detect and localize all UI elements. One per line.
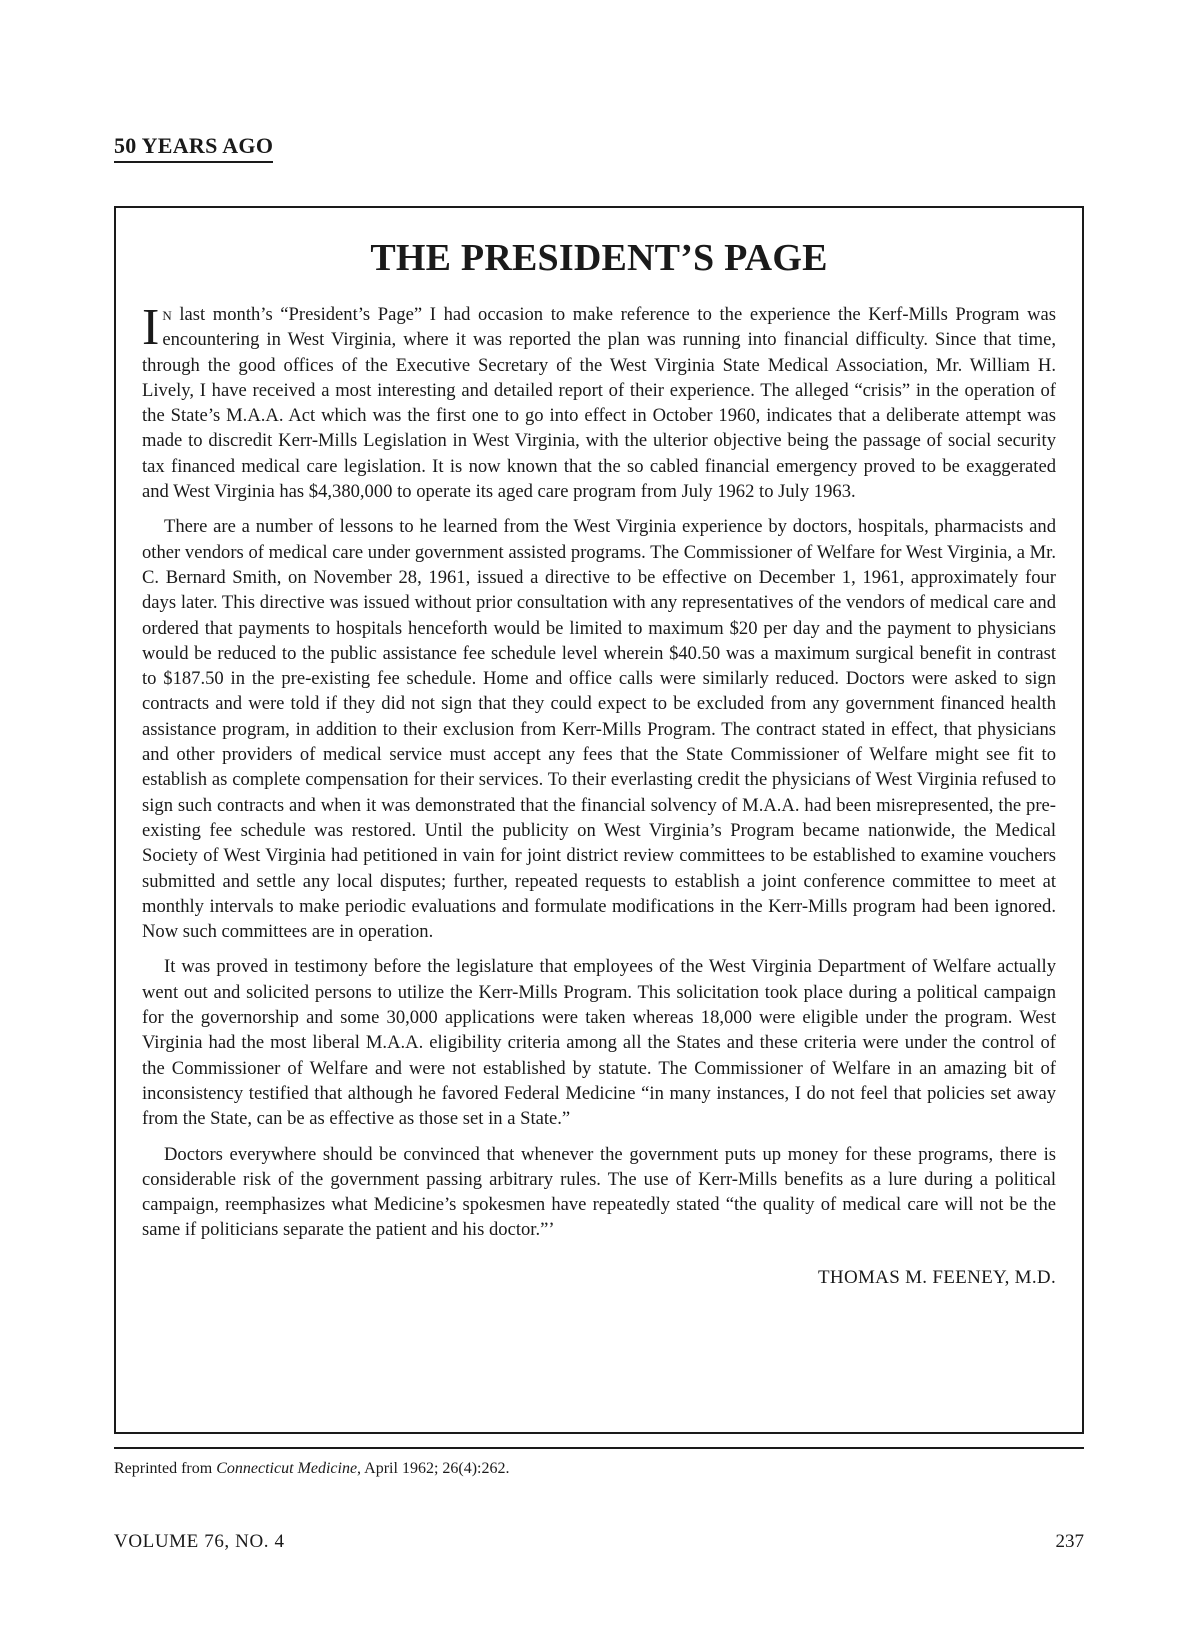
footer-page-number: 237 — [1055, 1531, 1084, 1552]
paragraph-1-text: last month’s “President’s Page” I had occasion to make reference to the experience the Kerf-Mills Program was encountering in West Virginia, where it was reported the plan was running into financial difficulty. Since that time, through the good offices of the Executive Secretary of the West Virginia State Medical Association, Mr. William H. Lively, I have received a most interesting and detailed report of their experience. The alleged “crisis” in the operation of the State’s M.A.A. Act which was the first one to go into effect in October 1960, indicates that a deliberate attempt was made to discredit Kerr-Mills Legislation in West Virginia, with the ulterior objective being the passage of social security tax financed medical care legislation. It is now known that the so cabled financial emergency proved to be exaggerated and West Virginia has $4,380,000 to operate its aged care program from July 1962 to July 1963. — [142, 304, 1056, 503]
reprint-citation: , April 1962; 26(4):262. — [357, 1460, 510, 1477]
divider-rule — [114, 1447, 1084, 1449]
article-box — [114, 206, 1084, 1434]
reprint-journal: Connecticut Medicine — [216, 1460, 358, 1477]
paragraph-2: There are a number of lessons to he learned from the West Virginia experience by doctors, hospitals, pharmacists and other vendors of medical care under government assisted programs. The Commissioner of Welfare for West Virginia, a Mr. C. Bernard Smith, on November 28, 1961, issued a directive to be effective on December 1, 1961, approximately four days later. This directive was issued without prior consultation with any representatives of the vendors of medical care and ordered that payments to hospitals henceforth would be limited to maximum $20 per day and the payment to physicians would be reduced to the public assistance fee schedule level wherein $40.50 was a maximum surgical benefit in contrast to $187.50 in the pre-existing fee schedule. Home and office calls were similarly reduced. Doctors were asked to sign contracts and were told if they did not sign that they could expect to be excluded from any government financed health assistance program, in addition to their exclusion from Kerr-Mills Program. The contract stated in effect, that physicians and other providers of medical service must accept any fees that the State Commissioner of Welfare might see fit to establish as complete compensation for their services. To their everlasting credit the physicians of West Virginia refused to sign such contracts and when it was demonstrated that the financial solvency of M.A.A. had been misrepresented, the pre-existing fee schedule was restored. Until the publicity on West Virginia’s Program became nationwide, the Medical Society of West Virginia had petitioned in vain for joint district review committees to be established to examine vouchers submitted and settle any local disputes; further, repeated requests to establish a joint conference committee to meet at monthly intervals to make periodic evaluations and formulate modifications in the Kerr-Mills program had been ignored. Now such committees are in operation. — [142, 516, 1056, 943]
article-title: THE PRESIDENT’S PAGE — [370, 237, 828, 279]
signature: THOMAS M. FEENEY, M.D. — [818, 1266, 1056, 1288]
footer-volume: VOLUME 76, NO. 4 — [114, 1531, 285, 1552]
section-label: 50 YEARS AGO — [114, 133, 273, 163]
paragraph-1 — [142, 299, 1056, 504]
paragraph-4: Doctors everywhere should be convinced that whenever the government puts up money for these programs, there is considerable risk of the government passing arbitrary rules. The use of Kerr-Mills benefits as a lure during a political campaign, reemphasizes what Medicine’s spokesmen have repeatedly stated “the quality of medical care will not be the same if politicians separate the patient and his doctor.”’ — [142, 1143, 1056, 1241]
reprint-prefix: Reprinted from — [114, 1460, 217, 1477]
reprint-note — [114, 1460, 509, 1478]
first-word-rest: n — [162, 304, 172, 325]
drop-cap: I — [142, 299, 160, 356]
paragraph-3: It was proved in testimony before the legislature that employees of the West Virginia Department of Welfare actually went out and solicited persons to utilize the Kerr-Mills Program. This solicitation took place during a political campaign for the governorship and some 30,000 applications were taken whereas 18,000 were eligible under the program. West Virginia had the most liberal M.A.A. eligibility criteria among all the States and these criteria were under the control of the Commissioner of Welfare and were not established by statute. The Commissioner of Welfare in an amazing bit of inconsistency testified that although he favored Federal Medicine “in many instances, I do not feel that policies set away from the State, can be as effective as those set in a State.” — [142, 956, 1056, 1130]
